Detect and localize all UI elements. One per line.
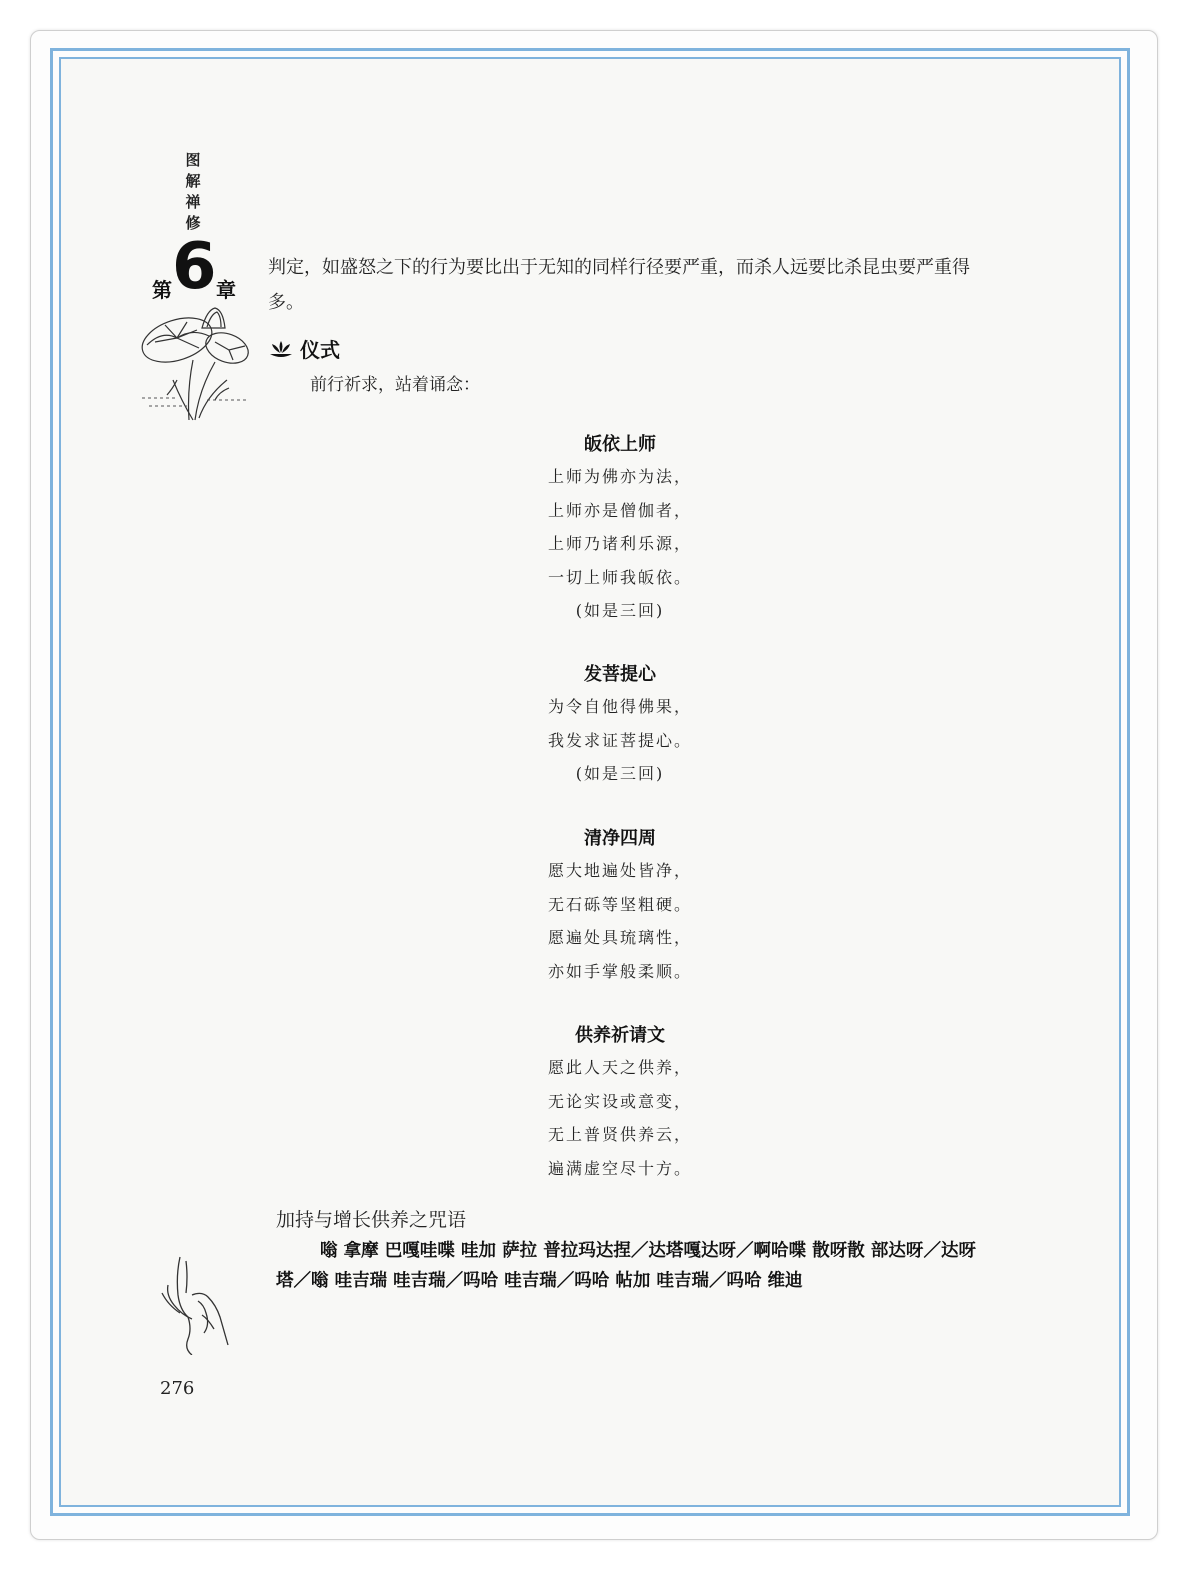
verse-line: 一切上师我皈依。 [547,567,692,587]
lotus-bullet-icon [268,340,294,358]
verse-block-refuge [440,430,800,628]
verse-title: 清净四周 [584,828,656,849]
verse-line: 愿此人天之供养， [547,1058,692,1077]
lotus-illustration [137,300,252,429]
verse-line: 上师亦是僧伽者， [547,500,692,520]
verse-line: 为令自他得佛果， [547,697,692,716]
verse-line: 遍满虚空尽十方。 [547,1158,692,1178]
book-side-title: 图解禅修 [185,151,201,232]
chapter-suffix: 章 [216,278,236,302]
verse-line: 愿遍处具琉璃性， [547,928,692,947]
verse-line: 无上普贤供养云， [547,1125,692,1144]
section-title: 仪式 [300,338,340,362]
hand-mudra-illustration [158,1255,238,1359]
mantra-title: 加持与增长供养之咒语 [276,1209,467,1231]
verse-line: 我发求证菩提心。 [547,730,692,750]
chapter-prefix: 第 [152,278,172,302]
section-intro: 前行祈求，站着诵念： [310,375,480,395]
verse-block-bodhicitta [440,660,800,791]
verse-line: 无论实设或意变， [547,1091,692,1111]
verse-block-purify [440,824,800,988]
verse-block-offering [440,1021,800,1185]
verse-line: 无石砾等坚粗硬。 [547,894,692,914]
page-number: 276 [160,1378,195,1399]
verse-line: 愿大地遍处皆净， [547,861,692,880]
verse-repeat-note: (如是三回) [575,601,665,620]
verse-line: 上师为佛亦为法， [547,467,692,486]
verse-title: 发菩提心 [584,664,656,685]
section-heading [268,334,340,363]
mantra-text: 嗡 拿摩 巴嘎哇喋 哇加 萨拉 普拉玛达捏／达塔嘎达呀／啊哈喋 散呀散 部达呀／达呀塔／嗡 哇吉瑞 哇吉瑞／吗哈 哇吉瑞／吗哈 帖加 哇吉瑞／吗哈 维迪 [276,1241,976,1291]
verse-line: 上师乃诸利乐源， [547,534,692,553]
verse-line: 亦如手掌般柔顺。 [547,961,692,981]
verse-title: 供养祈请文 [575,1025,665,1046]
verse-title: 皈依上师 [584,434,656,455]
chapter-number: 6 [172,230,217,304]
body-paragraph: 判定，如盛怒之下的行为要比出于无知的同样行径要严重，而杀人远要比杀昆虫要严重得多。 [268,257,970,313]
verse-repeat-note: (如是三回) [575,764,665,783]
